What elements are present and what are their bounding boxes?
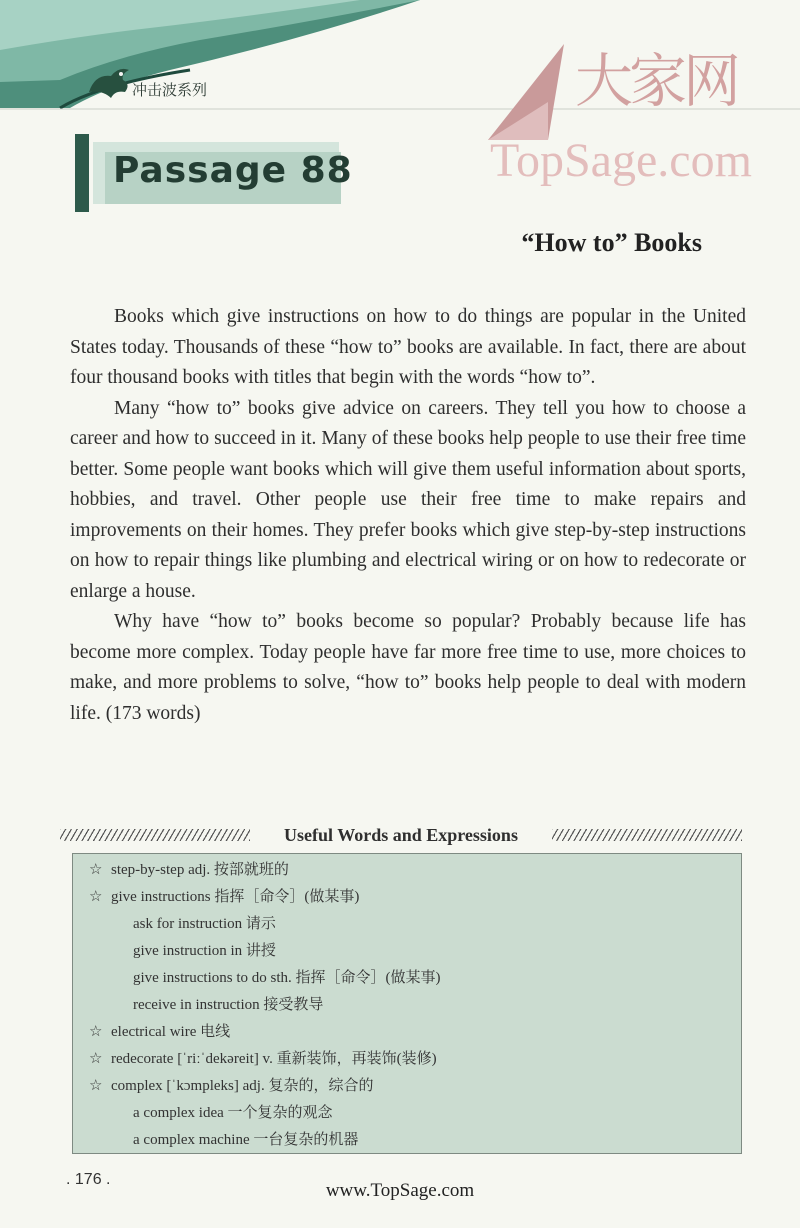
vocab-box bbox=[72, 853, 742, 1154]
vocab-subitem: a complex machine 一台复杂的机器 bbox=[133, 1132, 359, 1148]
page-number: . 176 . bbox=[66, 1171, 111, 1188]
vocab-item: ☆ redecorate [ˈriːˈdekəreit] v. 重新装饰，再装饰(装修) bbox=[89, 1046, 727, 1073]
vocab-subitem: a complex idea 一个复杂的观念 bbox=[133, 1105, 333, 1121]
paragraph-2: Many “how to” books give advice on careers. They tell you how to choose a career and how to succeed in it. Many of these books help people to use their free time better. Some people want books which will give them useful information about sports, hobbies, and travel. Other people use their free time to make repairs and improvements on their homes. They prefer books which give step-by-step instructions on how to repair things like plumbing and electrical wiring or on how to redecorate or enlarge a house. bbox=[70, 397, 746, 602]
vocab-item: ☆ electrical wire 电线 bbox=[89, 1019, 727, 1046]
paragraph-3: Why have “how to” books become so popular? Probably because life has become more complex. Today people have far more free time to use, more choices to make, and more problems to solve, “how to” books help people to deal with modern life. (173 words) bbox=[70, 611, 746, 724]
star-icon: ☆ bbox=[89, 1078, 103, 1094]
paragraph-1: Books which give instructions on how to do things are popular in the United States today. Thousands of these “how to” books are available. In fact, there are about four thousand books with titles that begin with the words “how to”. bbox=[70, 306, 746, 388]
hatch-divider-left bbox=[60, 829, 250, 841]
star-icon: ☆ bbox=[89, 889, 103, 905]
hatch-divider-right bbox=[552, 829, 742, 841]
page-title: “How to” Books bbox=[521, 228, 702, 257]
vocab-item: ☆ give instructions 指挥［命令］(做某事) bbox=[89, 884, 727, 911]
brand-watermark-cn: 大家网 bbox=[575, 47, 738, 115]
star-icon: ☆ bbox=[89, 1024, 103, 1040]
vocab-subitem: receive in instruction 接受教导 bbox=[133, 997, 324, 1013]
star-icon: ☆ bbox=[89, 1051, 103, 1067]
dragon-logo-icon bbox=[85, 62, 133, 102]
topsage-logo-icon bbox=[488, 42, 568, 142]
vocab-subitem: give instruction in 讲授 bbox=[133, 943, 276, 959]
vocab-item: ☆ complex [ˈkɔmpleks] adj. 复杂的，综合的 bbox=[89, 1073, 727, 1100]
passage-label: Passage 88 bbox=[113, 150, 353, 191]
series-label: 冲击波系列 bbox=[132, 81, 208, 99]
star-icon: ☆ bbox=[89, 862, 103, 878]
vocab-subitem: ask for instruction 请示 bbox=[133, 916, 276, 932]
passage-body bbox=[70, 302, 746, 729]
useful-words-header bbox=[60, 822, 742, 848]
brand-watermark-en: TopSage.com bbox=[490, 134, 752, 187]
useful-words-title: Useful Words and Expressions bbox=[284, 824, 518, 845]
vocab-item: ☆ step-by-step adj. 按部就班的 bbox=[89, 857, 727, 884]
vocab-subitem: give instructions to do sth. 指挥［命令］(做某事) bbox=[133, 970, 441, 986]
footer-url: www.TopSage.com bbox=[325, 1180, 475, 1201]
